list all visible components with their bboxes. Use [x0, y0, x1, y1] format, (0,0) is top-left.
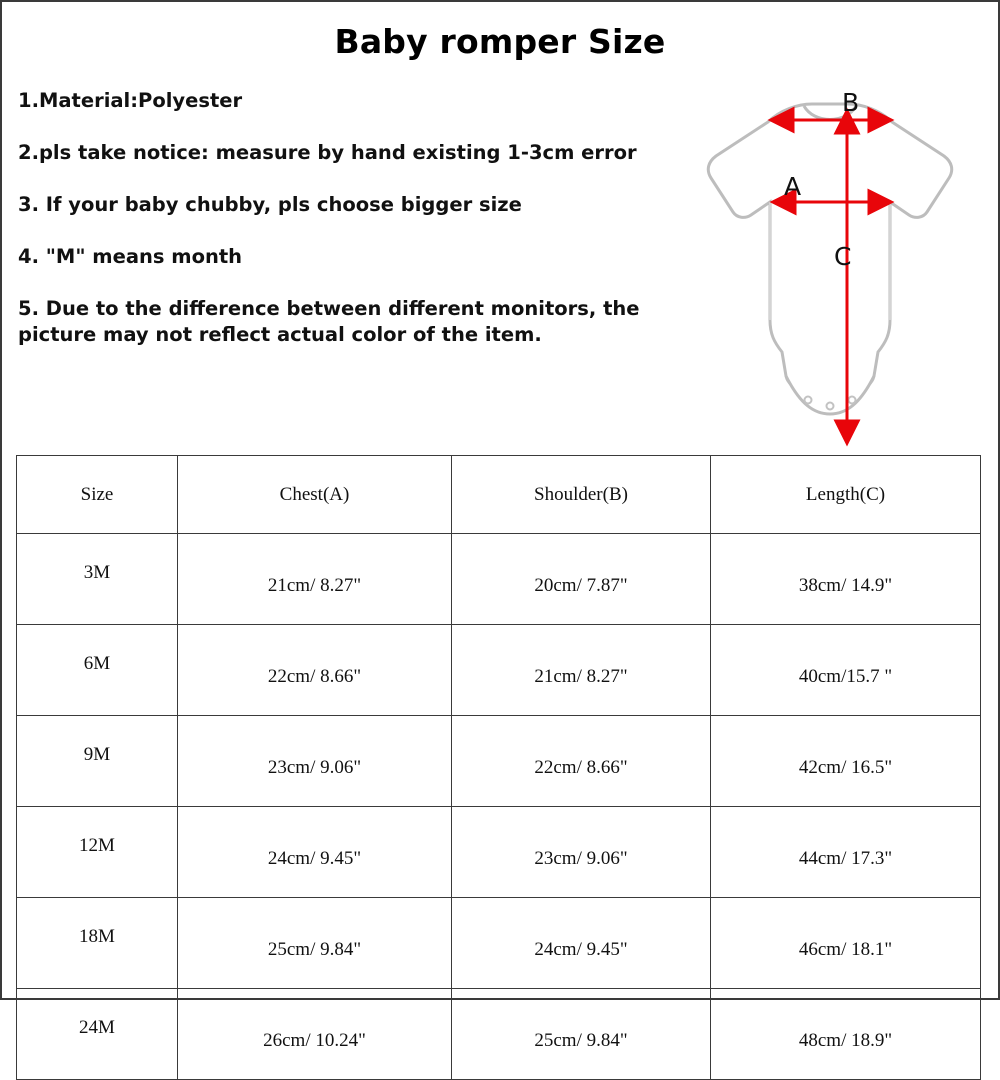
size-table: [16, 455, 981, 1080]
table-row: [17, 625, 981, 716]
cell-size: 6M: [17, 625, 178, 716]
cell-size: 3M: [17, 534, 178, 625]
column-header-chest: Chest(A): [178, 456, 452, 534]
cell-chest: 26cm/ 10.24": [178, 989, 452, 1080]
cell-length: 38cm/ 14.9": [711, 534, 981, 625]
cell-chest: 24cm/ 9.45": [178, 807, 452, 898]
column-header-shoulder: Shoulder(B): [452, 456, 711, 534]
cell-chest: 25cm/ 9.84": [178, 898, 452, 989]
table-row: [17, 989, 981, 1080]
cell-size: 24M: [17, 989, 178, 1080]
note-item: 2.pls take notice: measure by hand existing 1-3cm error: [18, 141, 637, 164]
notes-list: [18, 88, 658, 348]
cell-size: 9M: [17, 716, 178, 807]
note-item: 1.Material:Polyester: [18, 89, 243, 112]
table-header-row: [17, 456, 981, 534]
chest-dimension-label: A: [784, 172, 802, 201]
cell-shoulder: 22cm/ 8.66": [452, 716, 711, 807]
cell-chest: 22cm/ 8.66": [178, 625, 452, 716]
table-row: [17, 898, 981, 989]
cell-shoulder: 21cm/ 8.27": [452, 625, 711, 716]
page-title: Baby romper Size: [334, 22, 666, 61]
cell-length: 44cm/ 17.3": [711, 807, 981, 898]
romper-illustration: [662, 84, 992, 454]
table-row: [17, 807, 981, 898]
note-item: 4. "M" means month: [18, 245, 243, 268]
shoulder-dimension-label: B: [842, 88, 860, 117]
cell-size: 12M: [17, 807, 178, 898]
cell-shoulder: 20cm/ 7.87": [452, 534, 711, 625]
cell-length: 40cm/15.7 ": [711, 625, 981, 716]
romper-outline-icon: [662, 84, 992, 454]
column-header-size: Size: [17, 456, 178, 534]
cell-shoulder: 24cm/ 9.45": [452, 898, 711, 989]
cell-chest: 21cm/ 8.27": [178, 534, 452, 625]
cell-chest: 23cm/ 9.06": [178, 716, 452, 807]
cell-length: 42cm/ 16.5": [711, 716, 981, 807]
note-item: 3. If your baby chubby, pls choose bigger size: [18, 193, 522, 216]
length-dimension-label: C: [834, 242, 852, 271]
cell-shoulder: 23cm/ 9.06": [452, 807, 711, 898]
column-header-length: Length(C): [711, 456, 981, 534]
cell-shoulder: 25cm/ 9.84": [452, 989, 711, 1080]
note-item: 5. Due to the difference between different monitors, the picture may not reflect actual color of the item.: [18, 297, 640, 346]
cell-size: 18M: [17, 898, 178, 989]
table-row: [17, 716, 981, 807]
table-row: [17, 534, 981, 625]
cell-length: 48cm/ 18.9": [711, 989, 981, 1080]
cell-length: 46cm/ 18.1": [711, 898, 981, 989]
